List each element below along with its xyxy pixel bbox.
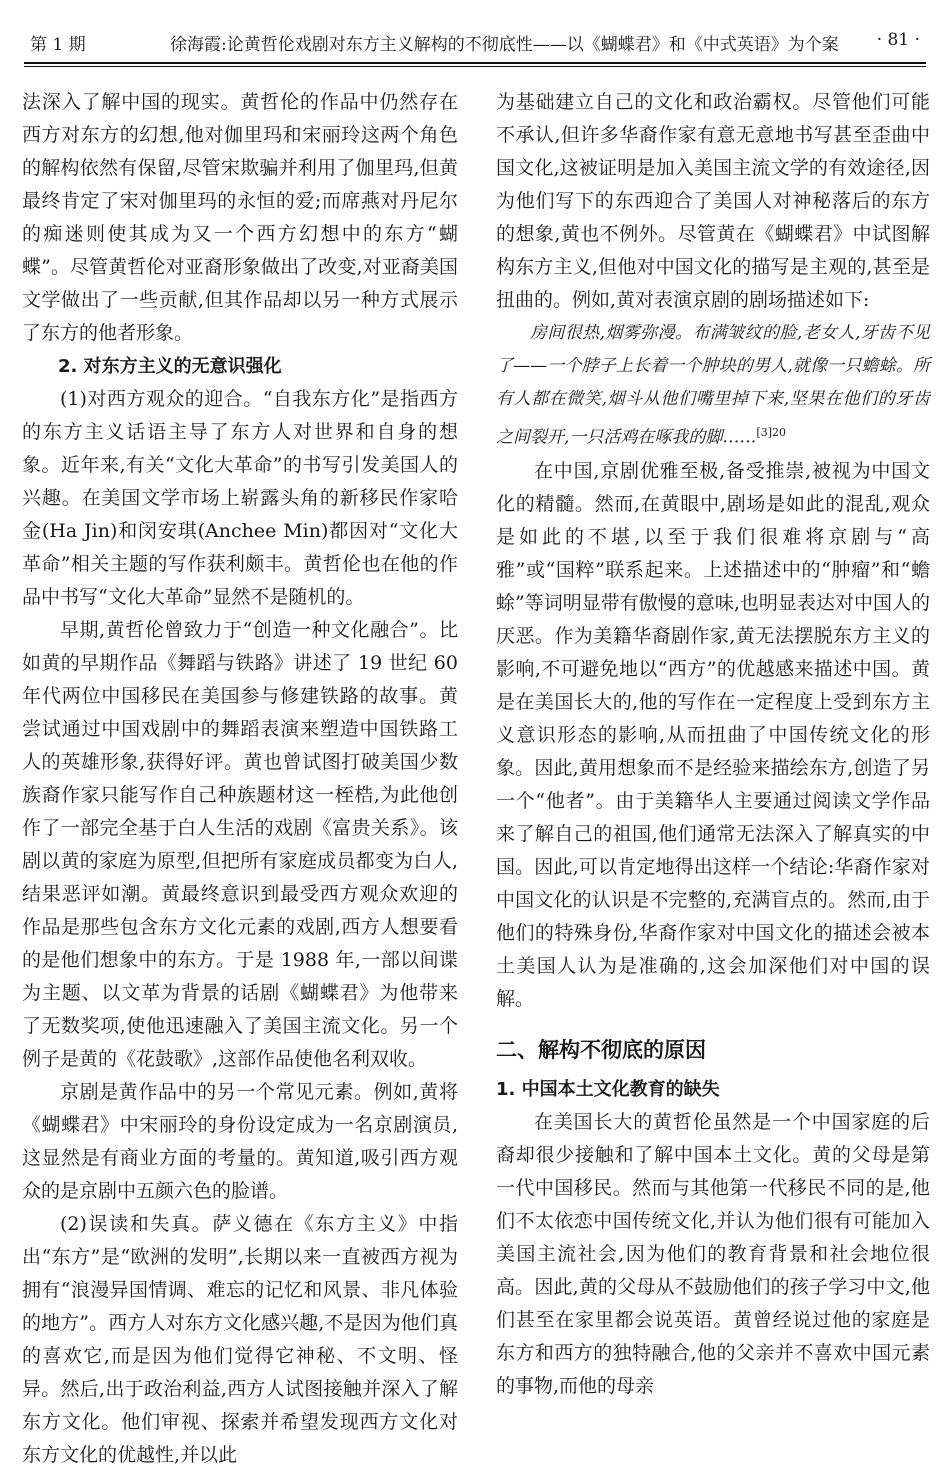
running-title: 徐海霞:论黄哲伦戏剧对东方主义解构的不彻底性——以《蝴蝶君》和《中式英语》为个案: [170, 35, 839, 55]
paragraph: 在美国长大的黄哲伦虽然是一个中国家庭的后裔却很少接触和了解中国本土文化。黄的父母是第一代中国移民。然而与其他第一代移民不同的是,他们不太依恋中国传统文化,并认为他们很有可能加入美国主流社会,因为他们的教育背景和社会地位很高。因此,黄的父母从不鼓励他们的孩子学习中文,他们甚至在家里都会说英语。黄曾经说过他的家庭是东方和西方的独特融合,他的父亲并不喜欢中国元素的事物,而他的母亲: [496, 1110, 930, 1397]
issue-number: 第 1 期: [30, 35, 86, 55]
citation-marker: [3]20: [756, 426, 786, 439]
paragraph: 为基础建立自己的文化和政治霸权。尽管他们可能不承认,但许多华裔作家有意无意地书写甚至歪曲中国文化,这被证明是加入美国主流文学的有效途径,因为他们写下的东西迎合了美国人对神秘落后的东方的想象,黄也不例外。尽管黄在《蝴蝶君》中试图解构东方主义,但他对中国文化的描写是主观的,甚至是扭曲的。例如,黄对表演京剧的剧场描述如下:: [496, 91, 930, 311]
page-number: · 81 ·: [876, 30, 920, 50]
block-quote: [496, 317, 930, 455]
quote-text: 房间很热,烟雾弥漫。布满皱纹的脸,老女人,牙齿不见了——一个脖子上长着一个肿块的男人,就像一只蟾蜍。所有人都在微笑,烟斗从他们嘴里掉下来,坚果在他们的牙齿之间裂开,一只活鸡在啄我的脚……: [496, 323, 930, 448]
paragraph: (1)对西方观众的迎合。“自我东方化”是指西方的东方主义话语主导了东方人对世界和自身的想象。近年来,有关“文化大革命”的书写引发美国人的兴趣。在美国文学市场上崭露头角的新移民作家哈金(Ha Jin)和闵安琪(Anchee Min)都因对“文化大革命”相关主题的写作获利颇丰。黄哲伦也在他的作品中书写“文化大革命”显然不是随机的。: [22, 388, 458, 608]
header-rule-thin: [24, 66, 926, 67]
paragraph: 京剧是黄作品中的另一个常见元素。例如,黄将《蝴蝶君》中宋丽玲的身份设定成为一名京剧演员,这显然是有商业方面的考量的。黄知道,吸引西方观众的是京剧中五颜六色的脸谱。: [22, 1081, 458, 1202]
left-column: [22, 86, 458, 1472]
subsection-heading: 1. 中国本土文化教育的缺失: [496, 1078, 720, 1100]
right-column: [496, 86, 930, 1403]
paragraph: 法深入了解中国的现实。黄哲伦的作品中仍然存在西方对东方的幻想,他对伽里玛和宋丽玲这两个角色的解构依然有保留,尽管宋欺骗并利用了伽里玛,但黄最终肯定了宋对伽里玛的永恒的爱;而席燕对丹尼尔的痴迷则使其成为又一个西方幻想中的东方“蝴蝶”。尽管黄哲伦对亚裔形象做出了改变,对亚裔美国文学做出了一些贡献,但其作品却以另一种方式展示了东方的他者形象。: [22, 91, 458, 344]
paragraph: 早期,黄哲伦曾致力于“创造一种文化融合”。比如黄的早期作品《舞蹈与铁路》讲述了 19 世纪 60 年代两位中国移民在美国参与修建铁路的故事。黄尝试通过中国戏剧中的舞蹈表演来塑造中国铁路工人的英雄形象,获得好评。黄也曾试图打破美国少数族裔作家只能写作自己种族题材这一桎梏,为此他创作了一部完全基于白人生活的戏剧《富贵关系》。该剧以黄的家庭为原型,但把所有家庭成员都变为白人,结果恶评如潮。黄最终意识到最受西方观众欢迎的作品是那些包含东方文化元素的戏剧,西方人想要看的是他们想象中的东方。于是 1988 年,一部以间谍为主题、以文革为背景的话剧《蝴蝶君》为他带来了无数奖项,使他迅速融入了美国主流文化。另一个例子是黄的《花鼓歌》,这部作品使他名利双收。: [22, 619, 458, 1070]
header-rule-thick: [24, 62, 926, 64]
paragraph: (2)误读和失真。萨义德在《东方主义》中指出“东方”是“欧洲的发明”,长期以来一直被西方视为拥有“浪漫异国情调、难忘的记忆和风景、非凡体验的地方”。西方人对东方文化感兴趣,不是因为他们真的喜欢它,而是因为他们觉得它神秘、不文明、怪异。然后,出于政治利益,西方人试图接触并深入了解东方文化。他们审视、探索并希望发现西方文化对东方文化的优越性,并以此: [22, 1213, 458, 1466]
running-header: [24, 30, 926, 60]
section-heading: 二、解构不彻底的原因: [496, 1037, 706, 1062]
subsection-heading: 2. 对东方主义的无意识强化: [58, 356, 282, 377]
paragraph: 在中国,京剧优雅至极,备受推崇,被视为中国文化的精髓。然而,在黄眼中,剧场是如此的混乱,观众是如此的不堪,以至于我们很难将京剧与“高雅”或“国粹”联系起来。上述描述中的“肿瘤”和“蟾蜍”等词明显带有傲慢的意味,也明显表达对中国人的厌恶。作为美籍华裔剧作家,黄无法摆脱东方主义的影响,不可避免地以“西方”的优越感来描述中国。黄是在美国长大的,他的写作在一定程度上受到东方主义意识形态的影响,从而扭曲了中国传统文化的形象。因此,黄用想象而不是经验来描绘东方,创造了另一个“他者”。由于美籍华人主要通过阅读文学作品来了解自己的祖国,他们通常无法深入了解真实的中国。因此,可以肯定地得出这样一个结论:华裔作家对中国文化的认识是不完整的,充满盲点的。然而,由于他们的特殊身份,华裔作家对中国文化的描述会被本土美国人认为是准确的,这会加深他们对中国的误解。: [496, 459, 930, 1010]
